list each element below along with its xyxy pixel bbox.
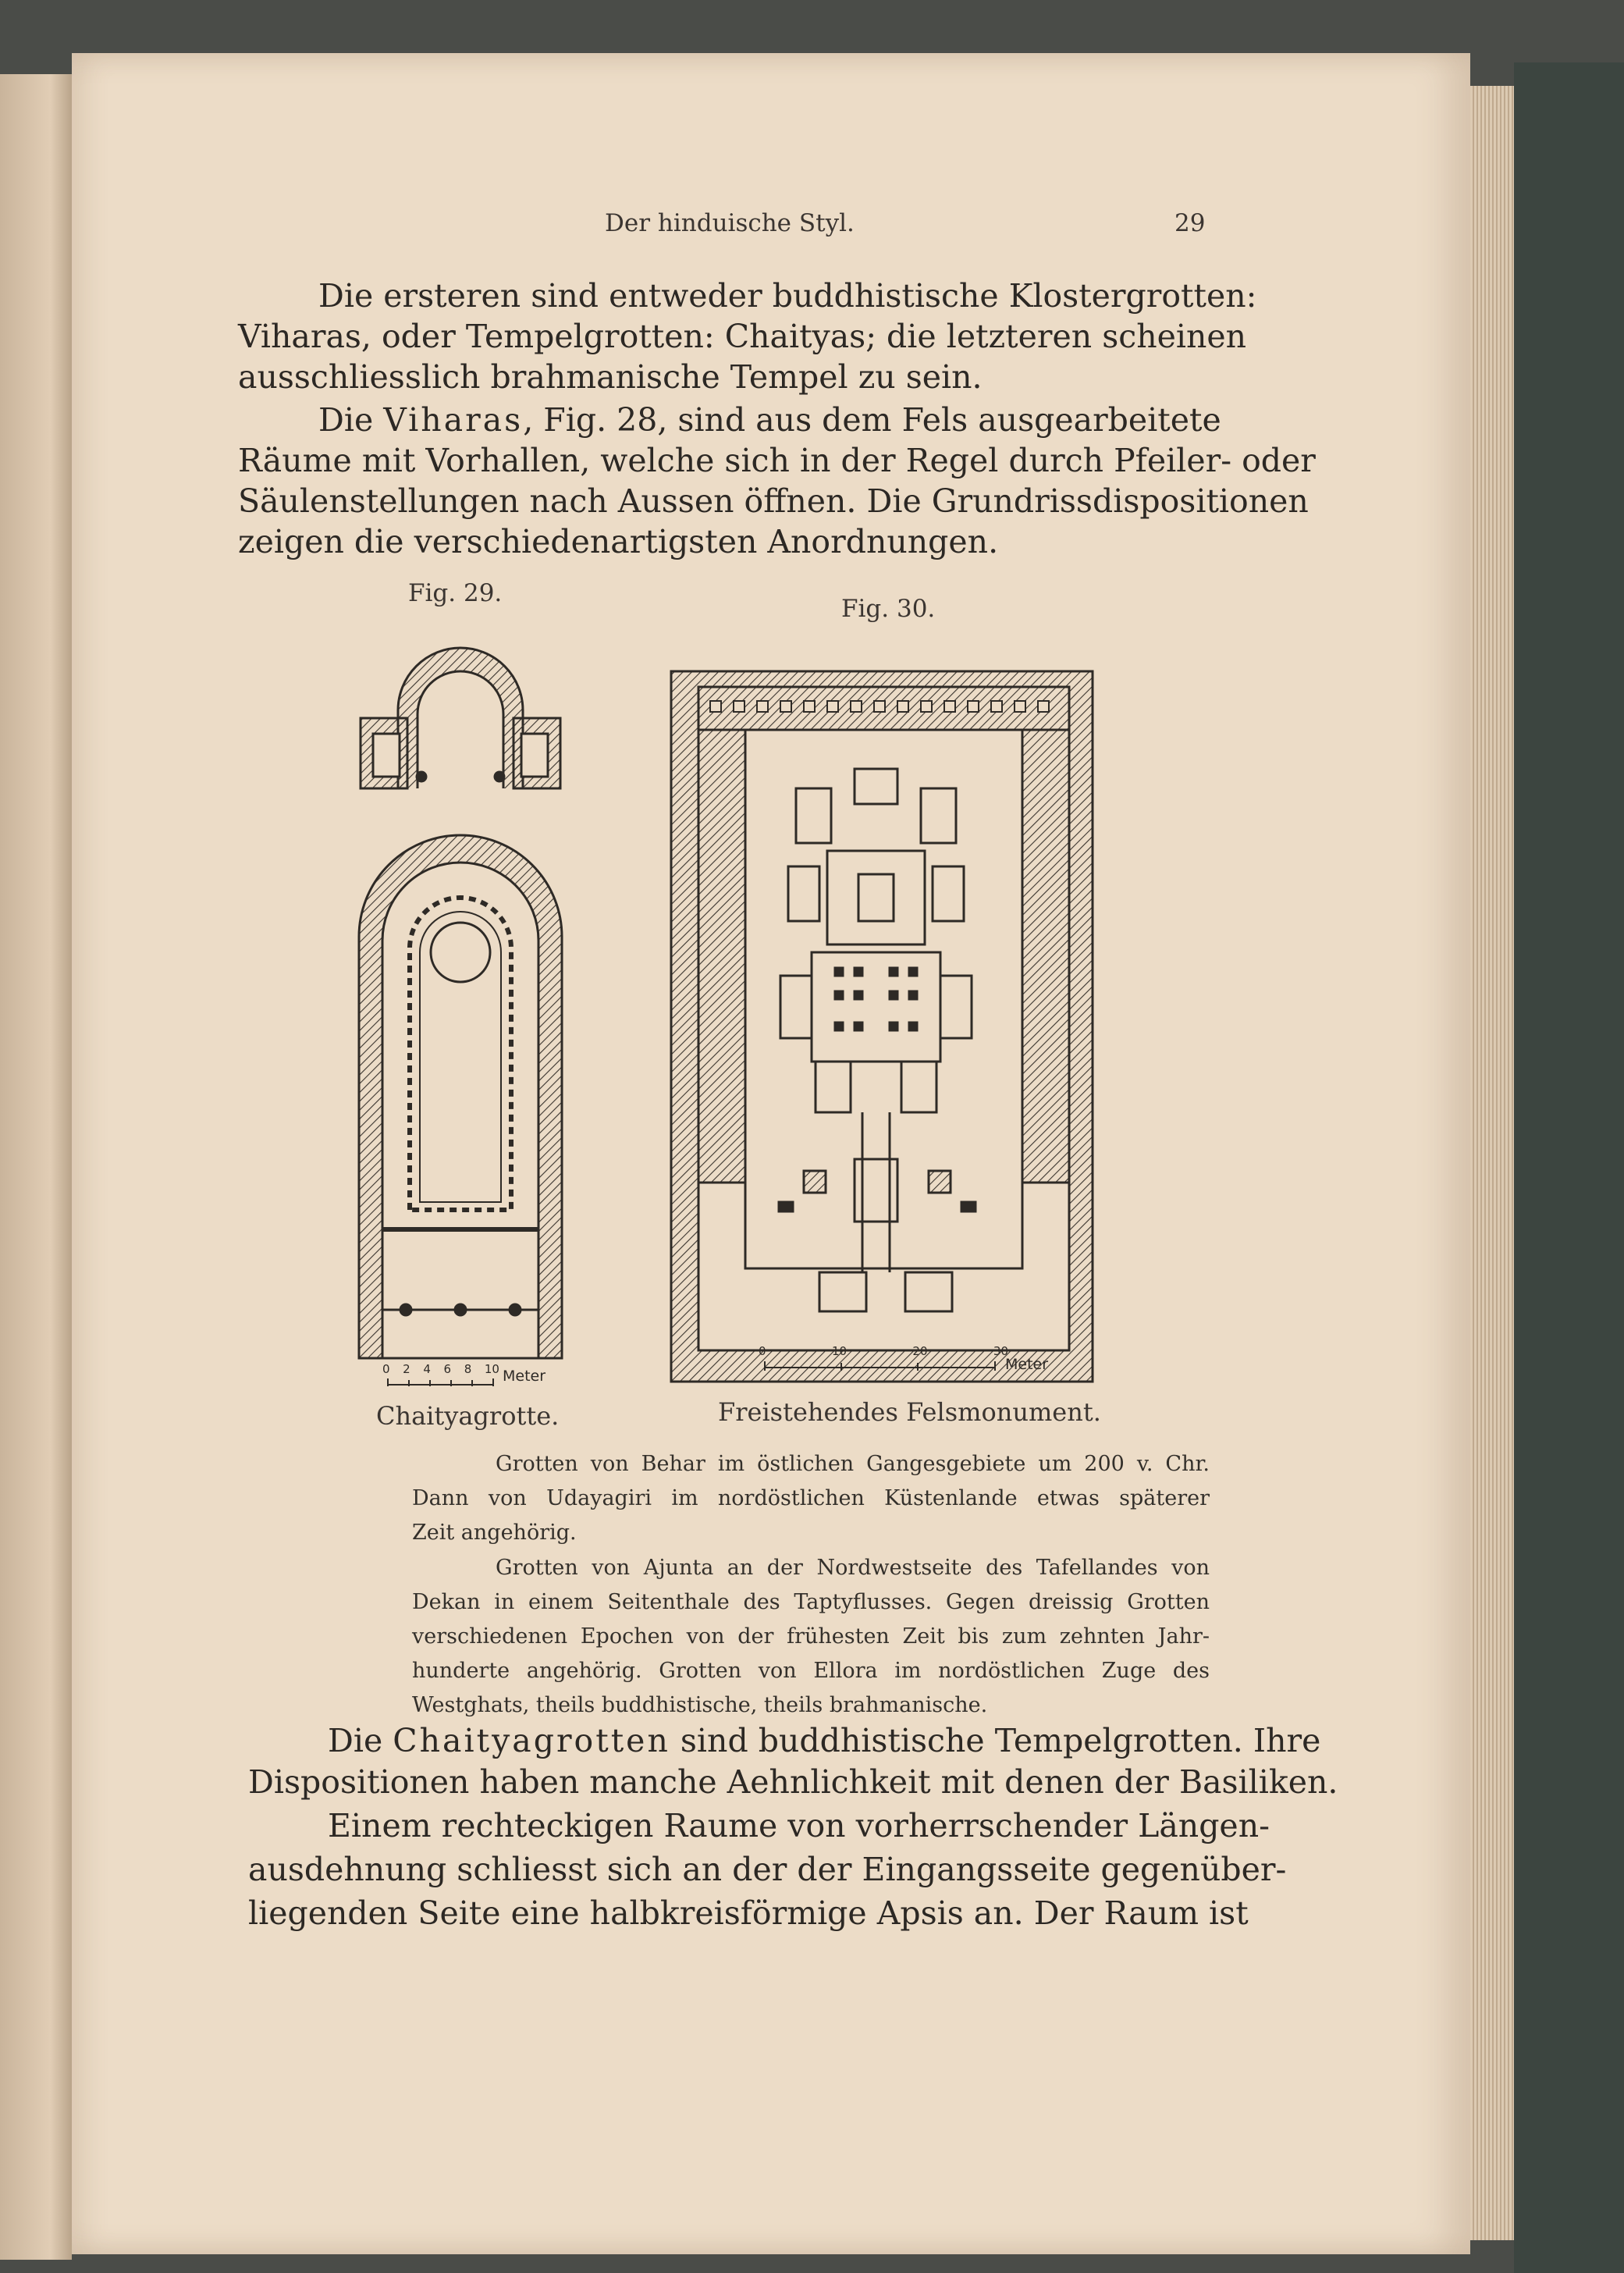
note-line: Dekan in einem Seitenthale des Taptyflusses. Gegen dreissig Grotten — [412, 1590, 1210, 1614]
book-cover — [1514, 62, 1624, 2273]
page-number: 29 — [1174, 209, 1206, 237]
fig29-caption: Chaityagrotte. — [376, 1401, 560, 1431]
left-page-edge — [0, 74, 72, 2260]
scale-tick: 0 — [382, 1362, 390, 1376]
fig29-scale-ticks — [382, 1362, 499, 1376]
body-line: Dispositionen haben manche Aehnlichkeit mit denen der Basiliken. — [248, 1763, 1338, 1801]
body-line: liegenden Seite eine halbkreisförmige Apsis an. Der Raum ist — [248, 1894, 1249, 1932]
scale-tick: 20 — [912, 1344, 928, 1358]
note-line: Westghats, theils buddhistische, theils brahmanische. — [412, 1693, 988, 1717]
body-line: ausschliesslich brahmanische Tempel zu sein. — [238, 358, 983, 396]
scale-tick: 0 — [759, 1344, 766, 1358]
body-text: sind buddhistische Tempelgrotten. Ihre — [670, 1722, 1321, 1759]
note-line: hunderte angehörig. Grotten von Ellora im nordöstlichen Zuge des — [412, 1659, 1210, 1683]
body-line: Viharas, oder Tempelgrotten: Chaityas; die letzteren scheinen — [238, 318, 1247, 355]
body-line: Räume mit Vorhallen, welche sich in der Regel durch Pfeiler- oder — [238, 442, 1316, 479]
body-text: Die — [328, 1722, 393, 1759]
scale-tick: 30 — [993, 1344, 1008, 1358]
body-text: , Fig. 28, sind aus dem Fels ausgearbeitete — [523, 401, 1221, 439]
fig30-label: Fig. 30. — [841, 595, 936, 623]
scale-tick: 8 — [464, 1362, 472, 1376]
note-line: Grotten von Ajunta an der Nordwestseite des Tafellandes von — [496, 1556, 1210, 1580]
body-text: Die — [318, 401, 384, 439]
scale-tick: 10 — [484, 1362, 499, 1376]
body-line: Einem rechteckigen Raume von vorherrschender Längen- — [328, 1807, 1270, 1844]
body-line-start — [318, 400, 1221, 440]
fig30-plan — [663, 656, 1108, 1389]
fig30-scale-bar — [763, 1358, 997, 1374]
fig29-plan — [343, 640, 577, 1389]
spaced-term: Chaityagrotten — [393, 1722, 670, 1759]
body-line: zeigen die verschiedenartigsten Anordnungen. — [238, 523, 999, 560]
page-edges — [1470, 86, 1514, 2240]
spaced-term: Viharas — [383, 401, 524, 439]
fig29-label: Fig. 29. — [408, 579, 503, 607]
body-line — [328, 1720, 1320, 1761]
fig29-scale-bar — [386, 1374, 496, 1389]
body-line: Die ersteren sind entweder buddhistische Klostergrotten: — [318, 277, 1257, 315]
scale-tick: 10 — [831, 1344, 848, 1358]
fig30-caption: Freistehendes Felsmonument. — [718, 1397, 1101, 1427]
note-line: verschiedenen Epochen von der frühesten Zeit bis zum zehnten Jahr- — [412, 1624, 1210, 1649]
fig30-scale-ticks — [759, 1344, 1008, 1358]
body-line — [318, 400, 1221, 440]
running-header: Der hinduische Styl. — [605, 209, 855, 237]
scale-tick: 2 — [403, 1362, 410, 1376]
scale-tick: 6 — [443, 1362, 452, 1376]
fig29-scale-unit: Meter — [503, 1368, 546, 1385]
scale-tick: 4 — [423, 1362, 431, 1376]
note-line: Grotten von Behar im östlichen Gangesgebiete um 200 v. Chr. — [496, 1452, 1210, 1476]
body-line: Säulenstellungen nach Aussen öffnen. Die Grundrissdispositionen — [238, 482, 1309, 520]
fig30-scale-unit: Meter — [1005, 1356, 1049, 1373]
body-line: ausdehnung schliesst sich an der der Eingangsseite gegenüber- — [248, 1851, 1287, 1888]
note-line: Zeit angehörig. — [412, 1521, 577, 1545]
note-line: Dann von Udayagiri im nordöstlichen Küstenlande etwas späterer — [412, 1486, 1210, 1510]
